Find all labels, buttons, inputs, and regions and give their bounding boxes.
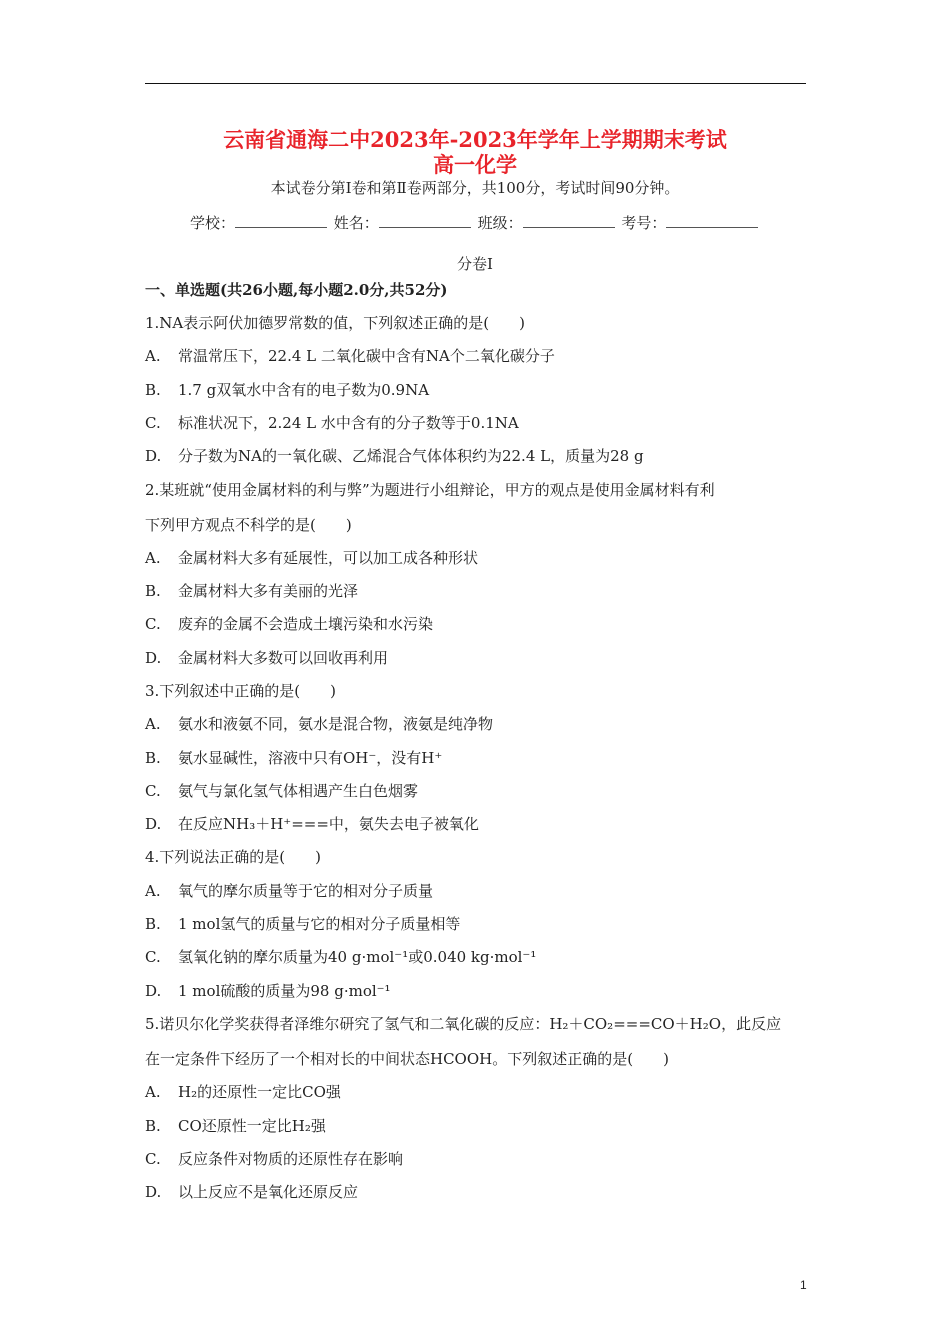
option-text: 氨水显碱性，溶液中只有OH⁻，没有H⁺ [178, 749, 443, 767]
option-text: CO还原性一定比H₂强 [178, 1117, 326, 1135]
option-d[interactable] [145, 980, 391, 1001]
option-b[interactable] [145, 1115, 326, 1136]
option-a[interactable] [145, 345, 555, 366]
student-fields [190, 212, 760, 233]
option-text: 氧气的摩尔质量等于它的相对分子质量 [178, 882, 434, 900]
option-c[interactable] [145, 1148, 403, 1169]
option-c[interactable] [145, 613, 433, 634]
option-a[interactable] [145, 713, 493, 734]
option-label: B. [145, 915, 161, 933]
option-label: A. [145, 715, 161, 733]
exam-number-blank[interactable] [666, 213, 758, 228]
question-stem-continued: 下列甲方观点不科学的是( ) [145, 516, 352, 534]
option-text: H₂的还原性一定比CO强 [178, 1083, 341, 1101]
option-c[interactable] [145, 412, 519, 433]
option-text: 以上反应不是氧化还原反应 [178, 1183, 359, 1201]
option-label: C. [145, 948, 161, 966]
option-label: C. [145, 414, 161, 432]
question-stem: 3.下列叙述中正确的是( ) [145, 682, 337, 700]
option-a[interactable] [145, 880, 433, 901]
option-text: 金属材料大多有延展性，可以加工成各种形状 [178, 549, 479, 567]
name-label: 姓名： [333, 214, 379, 232]
section-heading: 一、单选题(共26小题,每小题2.0分,共52分) [145, 281, 448, 299]
option-b[interactable] [145, 913, 460, 934]
option-label: B. [145, 582, 161, 600]
option-text: 在反应NH₃＋H⁺===中，氨失去电子被氧化 [178, 815, 479, 833]
option-label: A. [145, 1083, 161, 1101]
option-label: D. [145, 1183, 162, 1201]
option-c[interactable] [145, 780, 418, 801]
option-text: 反应条件对物质的还原性存在影响 [178, 1150, 404, 1168]
class-blank[interactable] [523, 213, 615, 228]
option-text: 1 mol氢气的质量与它的相对分子质量相等 [178, 915, 461, 933]
exam-subtitle: 高一化学 [433, 152, 517, 177]
school-label: 学校： [190, 214, 236, 232]
option-label: B. [145, 749, 161, 767]
option-text: 分子数为NA的一氧化碳、乙烯混合气体体积约为22.4 L，质量为28 g [178, 447, 644, 465]
question-stem-continued: 在一定条件下经历了一个相对长的中间状态HCOOH。下列叙述正确的是( ) [145, 1050, 669, 1068]
option-text: 废弃的金属不会造成土壤污染和水污染 [178, 615, 434, 633]
option-a[interactable] [145, 547, 478, 568]
option-text: 常温常压下，22.4 L 二氧化碳中含有NA个二氧化碳分子 [178, 347, 555, 365]
option-b[interactable] [145, 379, 429, 400]
exam-title: 云南省通海二中2023年-2023年学年上学期期末考试 [223, 127, 727, 152]
option-text: 金属材料大多数可以回收再利用 [178, 649, 389, 667]
school-blank[interactable] [235, 213, 327, 228]
question-stem: 2.某班就“使用金属材料的利与弊”为题进行小组辩论，甲方的观点是使用金属材料有利 [145, 481, 715, 499]
option-label: B. [145, 1117, 161, 1135]
option-d[interactable] [145, 1181, 358, 1202]
section-title: 分卷I [457, 255, 493, 273]
name-blank[interactable] [379, 213, 471, 228]
option-c[interactable] [145, 946, 536, 967]
option-label: D. [145, 982, 162, 1000]
option-d[interactable] [145, 647, 388, 668]
question-stem: 4.下列说法正确的是( ) [145, 848, 322, 866]
option-text: 1 mol硫酸的质量为98 g·mol⁻¹ [178, 982, 391, 1000]
option-label: B. [145, 381, 161, 399]
option-d[interactable] [145, 813, 479, 834]
exam-number-label: 考号： [621, 214, 667, 232]
option-a[interactable] [145, 1081, 341, 1102]
option-label: A. [145, 882, 161, 900]
option-label: D. [145, 447, 162, 465]
header-rule [145, 83, 806, 84]
option-text: 氨水和液氨不同，氨水是混合物，液氨是纯净物 [178, 715, 494, 733]
class-label: 班级： [477, 214, 523, 232]
option-label: A. [145, 549, 161, 567]
page-number: 1 [800, 1278, 807, 1292]
option-label: C. [145, 1150, 161, 1168]
option-b[interactable] [145, 747, 442, 768]
option-text: 氢氧化钠的摩尔质量为40 g·mol⁻¹或0.040 kg·mol⁻¹ [178, 948, 537, 966]
question-stem: 1.NA表示阿伏加德罗常数的值，下列叙述正确的是( ) [145, 314, 525, 332]
option-label: C. [145, 615, 161, 633]
question-stem: 5.诺贝尔化学奖获得者泽维尔研究了氢气和二氧化碳的反应：H₂＋CO₂===CO＋H₂O，此反应 [145, 1015, 782, 1033]
option-label: D. [145, 649, 162, 667]
option-b[interactable] [145, 580, 358, 601]
option-label: A. [145, 347, 161, 365]
option-d[interactable] [145, 445, 644, 466]
option-label: C. [145, 782, 161, 800]
option-text: 标准状况下，2.24 L 水中含有的分子数等于0.1NA [178, 414, 519, 432]
exam-info: 本试卷分第Ⅰ卷和第Ⅱ卷两部分，共100分，考试时间90分钟。 [270, 179, 680, 197]
option-text: 氨气与氯化氢气体相遇产生白色烟雾 [178, 782, 419, 800]
option-label: D. [145, 815, 162, 833]
option-text: 金属材料大多有美丽的光泽 [178, 582, 359, 600]
option-text: 1.7 g双氧水中含有的电子数为0.9NA [178, 381, 430, 399]
